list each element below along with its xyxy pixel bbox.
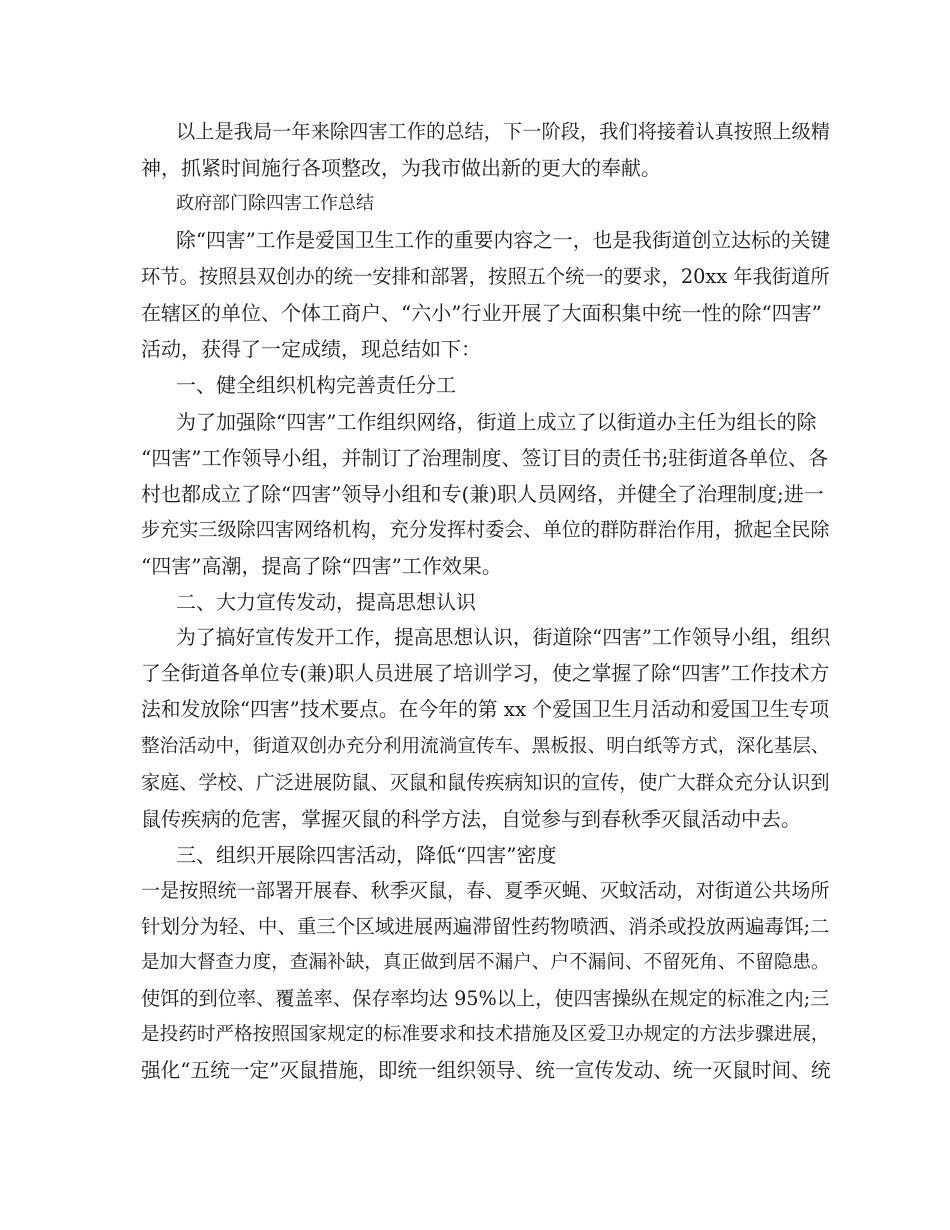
text-line: 为了搞好宣传发开工作，提高思想认识，街道除“四害”工作领导小组，组织 — [176, 626, 831, 649]
section-heading: 三、组织开展除四害活动，降低“四害”密度 — [176, 843, 557, 867]
text-line: 整治活动中，街道双创办充分利用流淌宣传车、黑板报、明白纸等方式，深化基层、 — [141, 736, 830, 757]
text-line: 了全街道各单位专(兼)职人员进展了培训学习，使之掌握了除“四害”工作技术方 — [141, 662, 830, 685]
text-line: 以上是我局一年来除四害工作的总结，下一阶段，我们将接着认真按照上级精 — [176, 120, 830, 143]
section-heading: 二、大力宣传发动，提高思想认识 — [176, 590, 476, 614]
text-line: 除“四害”工作是爱国卫生工作的重要内容之一，也是我街道创立达标的关键 — [176, 229, 831, 252]
text-line: 家庭、学校、广泛进展防鼠、灭鼠和鼠传疾病知识的宣传，使广大群众充分认识到 — [141, 771, 830, 794]
text-line: 活动，获得了一定成绩，现总结如下： — [141, 337, 481, 361]
text-line: 鼠传疾病的危害，掌握灭鼠的科学方法，自觉参与到春秋季灭鼠活动中去。 — [141, 807, 801, 831]
section-title: 政府部门除四害工作总结 — [176, 193, 374, 214]
text-line: 一是按照统一部署开展春、秋季灭鼠，春、夏季灭蝇、灭蚊活动，对街道公共场所 — [141, 879, 830, 902]
text-line: 使饵的到位率、覆盖率、保存率均达 95%以上，使四害操纵在规定的标准之内;三 — [141, 987, 830, 1010]
text-line: 神，抓紧时间施行各项整改，为我市做出新的更大的奉献。 — [141, 156, 661, 180]
text-line: 强化“五统一定”灭鼠措施，即统一组织领导、统一宣传发动、统一灭鼠时间、统 — [141, 1059, 831, 1082]
text-line: 为了加强除“四害”工作组织网络，街道上成立了以街道办主任为组长的除 — [176, 410, 817, 434]
text-line: 针划分为轻、中、重三个区域进展两遍滞留性药物喷洒、消杀或投放两遍毒饵;二 — [141, 915, 830, 938]
section-heading: 一、健全组织机构完善责任分工 — [176, 373, 456, 397]
text-line: 步充实三级除四害网络机构，充分发挥村委会、单位的群防群治作用，掀起全民除 — [141, 518, 830, 541]
text-line: 是加大督查力度，查漏补缺，真正做到居不漏户、户不漏间、不留死角、不留隐患。 — [141, 952, 830, 973]
text-line: “四害”工作领导小组，并制订了治理制度、签订目的责任书;驻街道各单位、各 — [141, 446, 829, 470]
text-line: 村也都成立了除“四害”领导小组和专(兼)职人员网络，并健全了治理制度;进一 — [141, 482, 824, 506]
text-line: “四害”高潮，提高了除“四害”工作效果。 — [141, 554, 502, 578]
text-line: 是投药时严格按照国家规定的标准要求和技术措施及区爱卫办规定的方法步骤进展， — [141, 1024, 830, 1045]
text-line: 环节。按照县双创办的统一安排和部署，按照五个统一的要求，20xx 年我街道所 — [141, 265, 830, 288]
text-line: 在辖区的单位、个体工商户、“六小”行业开展了大面积集中统一性的除“四害” — [141, 301, 822, 325]
text-line: 法和发放除“四害”技术要点。在今年的第 xx 个爱国卫生月活动和爱国卫生专项 — [141, 698, 830, 721]
